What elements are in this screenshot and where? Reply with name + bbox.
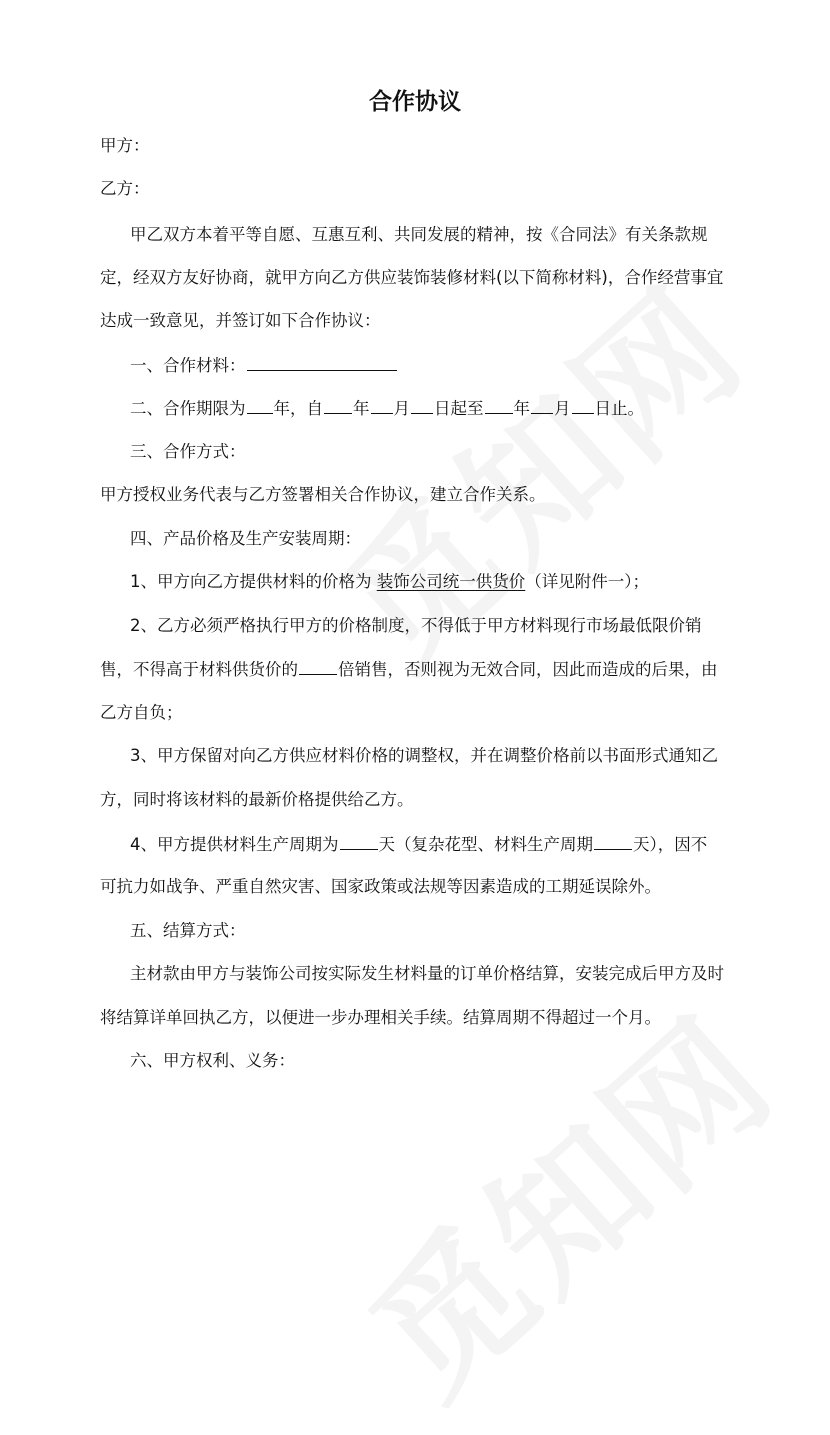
item-2-text-b: 倍销售，否则视为无效合同，因此而造成的后果，由 (338, 660, 718, 679)
document-title: 合作协议 (369, 89, 461, 115)
term-text-3: 年 (353, 399, 370, 418)
section-1-materials (130, 354, 398, 377)
section-1-label: 一、合作材料： (130, 356, 246, 375)
section-4-item-3-line-2: 方，同时将该材料的最新价格提供给乙方。 (100, 790, 414, 809)
watermark-bottom (318, 961, 810, 1435)
section-4-item-2-line-1: 2、乙方必须严格执行甲方的价格制度，不得低于甲方材料现行市场最低限价销 (130, 616, 702, 635)
section-2-term (130, 397, 644, 420)
end-year-blank[interactable] (485, 397, 513, 414)
section-5-heading: 五、结算方式： (130, 921, 246, 940)
term-text-4: 月 (393, 399, 410, 418)
section-4-item-1 (130, 571, 649, 593)
item-2-text-a: 售，不得高于材料供货价的 (100, 660, 298, 679)
materials-blank[interactable] (247, 354, 397, 371)
term-text-1: 二、合作期限为 (130, 399, 246, 418)
section-4-item-2-line-2 (100, 658, 718, 681)
item-4-text-a: 4、甲方提供材料生产周期为 (130, 835, 339, 854)
item-1-appendix-ref: （详见附件一）； (525, 572, 649, 591)
start-year-blank[interactable] (324, 397, 352, 414)
party-b-line: 乙方： (100, 179, 150, 198)
complex-days-blank[interactable] (594, 833, 632, 850)
term-text-5: 日起至 (434, 399, 484, 418)
section-4-item-4-line-2: 可抗力如战争、严重自然灾害、国家政策或法规等因素造成的工期延误除外。 (100, 877, 661, 896)
intro-line-3: 达成一致意见，并签订如下合作协议： (100, 311, 381, 330)
section-4-heading: 四、产品价格及生产安装周期： (130, 529, 361, 548)
item-4-text-c: 天），因不 (633, 835, 708, 854)
intro-line-2: 定，经双方友好协商，就甲方向乙方供应装饰装修材料(以下简称材料)，合作经营事宜 (100, 268, 724, 287)
section-3-body: 甲方授权业务代表与乙方签署相关合作协议，建立合作关系。 (100, 485, 546, 504)
start-day-blank[interactable] (411, 397, 433, 414)
section-5-line-1: 主材款由甲方与装饰公司按实际发生材料量的订单价格结算，安装完成后甲方及时 (130, 964, 724, 983)
term-text-6: 年 (513, 399, 530, 418)
section-6-heading: 六、甲方权利、义务： (130, 1051, 295, 1070)
section-5-line-2: 将结算详单回执乙方，以便进一步办理相关手续。结算周期不得超过一个月。 (100, 1008, 661, 1027)
term-text-2: 年，自 (273, 399, 323, 418)
term-text-7: 月 (554, 399, 571, 418)
section-4-item-4-line-1 (130, 833, 707, 856)
term-text-8: 日止。 (594, 399, 644, 418)
item-4-text-b: 天（复杂花型、材料生产周期 (378, 835, 593, 854)
item-1-text: 1、甲方向乙方提供材料的价格为 (130, 572, 377, 591)
end-month-blank[interactable] (531, 397, 553, 414)
item-1-price-term: 装饰公司统一供货价 (376, 572, 526, 591)
end-day-blank[interactable] (572, 397, 594, 414)
section-3-heading: 三、合作方式： (130, 442, 246, 461)
party-a-line: 甲方： (100, 136, 150, 155)
start-month-blank[interactable] (371, 397, 393, 414)
section-4-item-3-line-1: 3、甲方保留对向乙方供应材料价格的调整权，并在调整价格前以书面形式通知乙 (130, 746, 718, 765)
production-days-blank[interactable] (340, 833, 378, 850)
term-years-blank[interactable] (247, 397, 273, 414)
multiple-blank[interactable] (299, 658, 337, 675)
section-4-item-2-line-3: 乙方自负； (100, 703, 183, 722)
intro-line-1: 甲乙双方本着平等自愿、互惠互利、共同发展的精神，按《合同法》有关条款规 (130, 225, 708, 244)
